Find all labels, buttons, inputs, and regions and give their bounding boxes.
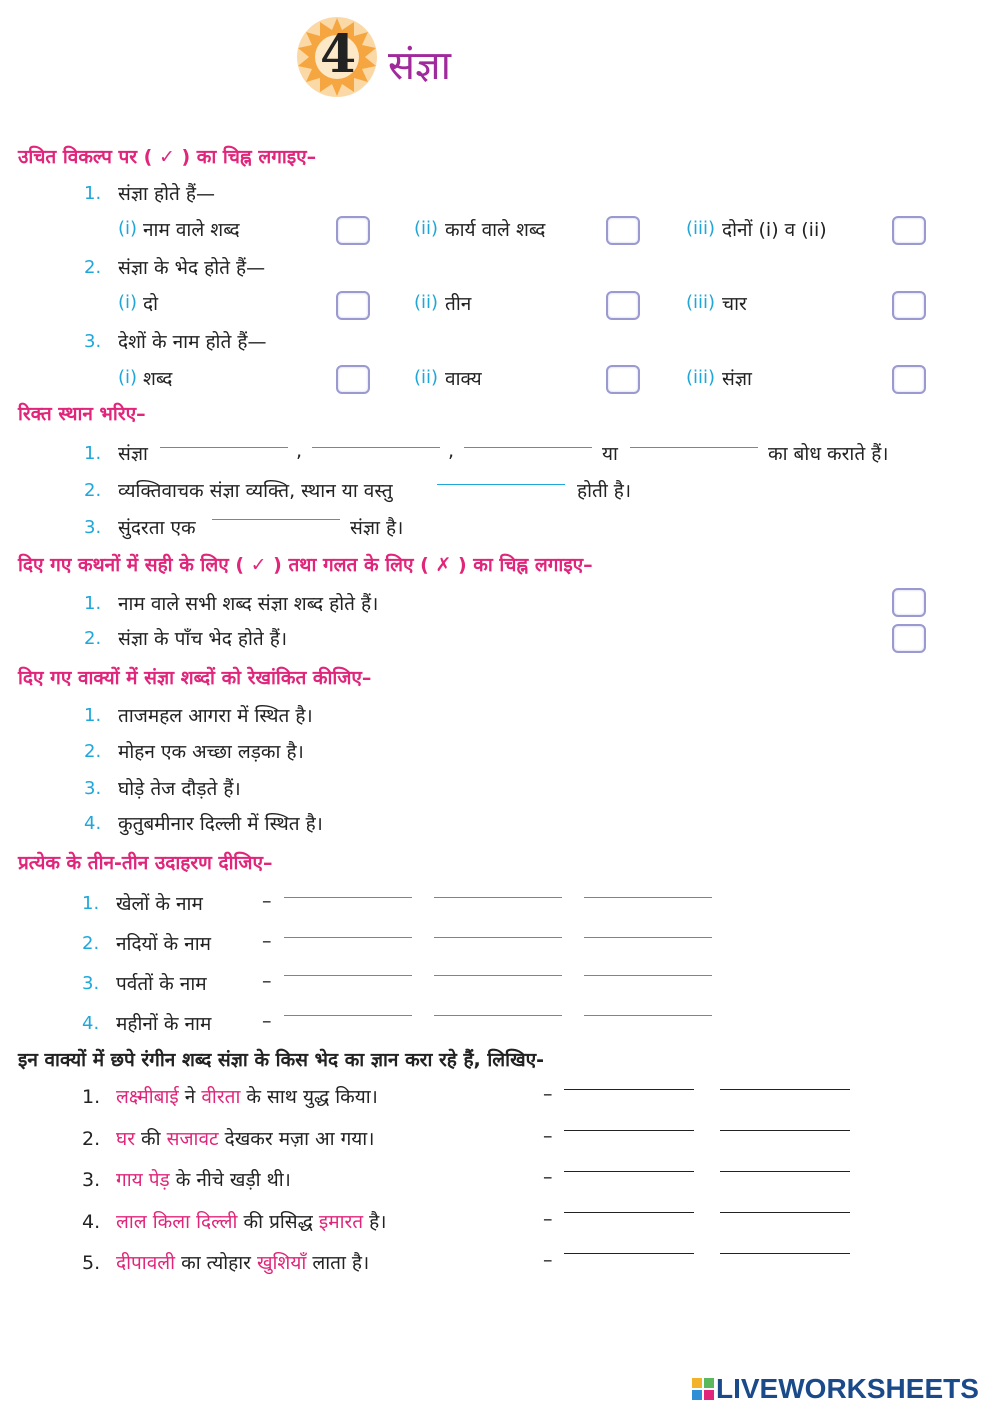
question-number: 3. [84,517,102,538]
option-text: कार्य वाले शब्द [445,219,546,241]
item-number: 2. [82,933,100,954]
answer-blank[interactable] [720,1171,850,1172]
answer-blank[interactable] [464,447,592,448]
true-false-checkbox[interactable] [892,588,926,617]
colored-word: गाय [116,1169,143,1191]
colored-word: लाल किला [116,1211,191,1233]
option-text: दो [143,293,159,315]
dash: – [543,1083,553,1105]
option-text: दोनों (i) व (ii) [722,219,827,241]
question-end-text: संज्ञा है। [350,517,404,539]
colored-word: इमारत [318,1211,364,1233]
liveworksheets-logo-icon [692,1378,714,1400]
page-title: संज्ञा [388,43,452,89]
question-text: सुंदरता एक [118,517,196,539]
option-label: (ii) [414,218,439,239]
option-text: चार [722,293,747,315]
option-label: (i) [118,292,138,313]
colored-word: खुशियाँ [256,1252,307,1274]
underline-sentence[interactable]: मोहन एक अच्छा लड़का है। [118,741,304,763]
option-label: (ii) [414,292,439,313]
item-label: नदियों के नाम [116,933,211,955]
question-number: 2. [84,257,102,278]
sentence-number: 2. [84,741,102,762]
answer-checkbox[interactable] [606,291,640,320]
answer-blank[interactable] [564,1130,694,1131]
plain-text: ने [178,1086,202,1108]
section-5-heading: प्रत्येक के तीन-तीन उदाहरण दीजिए– [18,852,273,874]
answer-blank[interactable] [564,1212,694,1213]
answer-blank[interactable] [720,1130,850,1131]
question-end-text: का बोध कराते हैं। [768,443,889,465]
underline-sentence[interactable]: ताजमहल आगरा में स्थित है। [118,705,313,727]
answer-checkbox[interactable] [892,216,926,245]
answer-checkbox[interactable] [606,365,640,394]
colored-word: घर [116,1128,136,1150]
question-text: संज्ञा के भेद होते हैं— [118,257,266,279]
question-number: 1. [84,183,102,204]
item-number: 5. [82,1252,101,1274]
dash: – [262,890,272,912]
answer-blank[interactable] [720,1089,850,1090]
answer-checkbox[interactable] [336,291,370,320]
item-label: पर्वतों के नाम [116,973,207,995]
option-label: (iii) [686,367,716,388]
item-number: 1. [82,893,100,914]
item-number: 3. [82,973,100,994]
dash: – [262,1010,272,1032]
plain-text: की [135,1128,167,1150]
answer-blank[interactable] [584,1015,712,1016]
option-text: संज्ञा [722,368,752,390]
comma: , [296,440,303,462]
answer-blank[interactable] [312,447,440,448]
dash: – [543,1208,553,1230]
dash: – [262,970,272,992]
colored-word: पेड़ [148,1169,170,1191]
answer-blank[interactable] [212,519,340,520]
statement-text: संज्ञा के पाँच भेद होते हैं। [118,628,288,650]
section-1-heading: उचित विकल्प पर ( ✓ ) का चिह्न लगाइए– [18,146,317,168]
sentence-number: 3. [84,778,102,799]
colored-word: सजावट [166,1128,219,1150]
dash: – [262,930,272,952]
section-4-heading: दिए गए वाक्यों में संज्ञा शब्दों को रेखांकित कीजिए– [18,667,372,689]
section-3-heading: दिए गए कथनों में सही के लिए ( ✓ ) तथा गलत के लिए ( ✗ ) का चिह्न लगाइए– [18,554,593,576]
answer-blank[interactable] [564,1089,694,1090]
option-text: तीन [445,293,472,315]
answer-blank[interactable] [284,897,412,898]
answer-checkbox[interactable] [892,291,926,320]
answer-blank[interactable] [434,897,562,898]
plain-text: का त्योहार [175,1252,257,1274]
question-number: 1. [84,443,102,464]
answer-blank[interactable] [160,447,288,448]
answer-checkbox[interactable] [336,365,370,394]
or-word: या [602,443,618,465]
option-label: (iii) [686,218,716,239]
question-text: संज्ञा [118,443,148,465]
item-number: 4. [82,1211,101,1233]
answer-blank[interactable] [284,1015,412,1016]
item-label: महीनों के नाम [116,1013,212,1035]
statement-text: नाम वाले सभी शब्द संज्ञा शब्द होते हैं। [118,593,379,615]
plain-text: के साथ युद्ध किया। [240,1086,378,1108]
dash: – [543,1166,553,1188]
answer-blank[interactable] [284,937,412,938]
plain-text: के नीचे खड़ी थी। [169,1169,291,1191]
plain-text: लाता है। [306,1252,370,1274]
answer-blank[interactable] [434,1015,562,1016]
option-label: (i) [118,218,138,239]
item-number: 3. [82,1169,101,1191]
question-text: देशों के नाम होते हैं— [118,331,267,353]
question-text: व्यक्तिवाचक संज्ञा व्यक्ति, स्थान या वस्तु [118,480,393,502]
answer-checkbox[interactable] [606,216,640,245]
item-number: 2. [82,1128,101,1150]
plain-text: की प्रसिद्ध [237,1211,319,1233]
colored-word: दिल्ली [196,1211,238,1233]
dash: – [543,1249,553,1271]
dash: – [543,1125,553,1147]
section-6-heading: इन वाक्यों में छपे रंगीन शब्द संज्ञा के किस भेद का ज्ञान करा रहे हैं, लिखिए- [18,1049,545,1071]
option-text: नाम वाले शब्द [143,219,240,241]
colored-word: लक्ष्मीबाई [116,1086,179,1108]
plain-text: है। [363,1211,387,1233]
question-number: 3. [84,331,102,352]
sentence-number: 4. [84,813,102,834]
answer-blank[interactable] [584,937,712,938]
answer-blank[interactable] [564,1171,694,1172]
option-label: (iii) [686,292,716,313]
underline-sentence[interactable]: घोड़े तेज दौड़ते हैं। [118,778,241,800]
option-label: (ii) [414,367,439,388]
statement-number: 1. [84,593,102,614]
answer-blank[interactable] [437,484,565,485]
option-label: (i) [118,367,138,388]
option-text: शब्द [143,368,173,390]
comma: , [448,440,455,462]
answer-blank[interactable] [720,1212,850,1213]
brand-wordmark: LIVEWORKSHEETS [716,1373,979,1404]
plain-text: देखकर मज़ा आ गया। [218,1128,375,1150]
colored-sentence [116,1208,386,1234]
colored-sentence [116,1249,369,1275]
item-number: 1. [82,1086,101,1108]
underline-sentence[interactable]: कुतुबमीनार दिल्ली में स्थित है। [118,813,323,835]
section-2-heading: रिक्त स्थान भरिए– [18,403,146,425]
answer-blank[interactable] [584,897,712,898]
question-end-text: होती है। [577,480,632,502]
answer-checkbox[interactable] [892,365,926,394]
answer-blank[interactable] [434,937,562,938]
answer-blank[interactable] [284,975,412,976]
colored-sentence [116,1166,291,1192]
statement-number: 2. [84,628,102,649]
answer-blank[interactable] [630,447,758,448]
question-number: 2. [84,480,102,501]
answer-checkbox[interactable] [336,216,370,245]
answer-blank[interactable] [564,1253,694,1254]
answer-blank[interactable] [434,975,562,976]
colored-word: वीरता [201,1086,241,1108]
item-label: खेलों के नाम [116,893,203,915]
colored-sentence [116,1125,374,1151]
chapter-number: 4 [320,24,357,85]
colored-sentence [116,1083,378,1109]
answer-blank[interactable] [720,1253,850,1254]
colored-word: दीपावली [116,1252,176,1274]
true-false-checkbox[interactable] [892,624,926,653]
sentence-number: 1. [84,705,102,726]
question-text: संज्ञा होते हैं— [118,183,215,205]
answer-blank[interactable] [584,975,712,976]
item-number: 4. [82,1013,100,1034]
option-text: वाक्य [445,368,482,390]
